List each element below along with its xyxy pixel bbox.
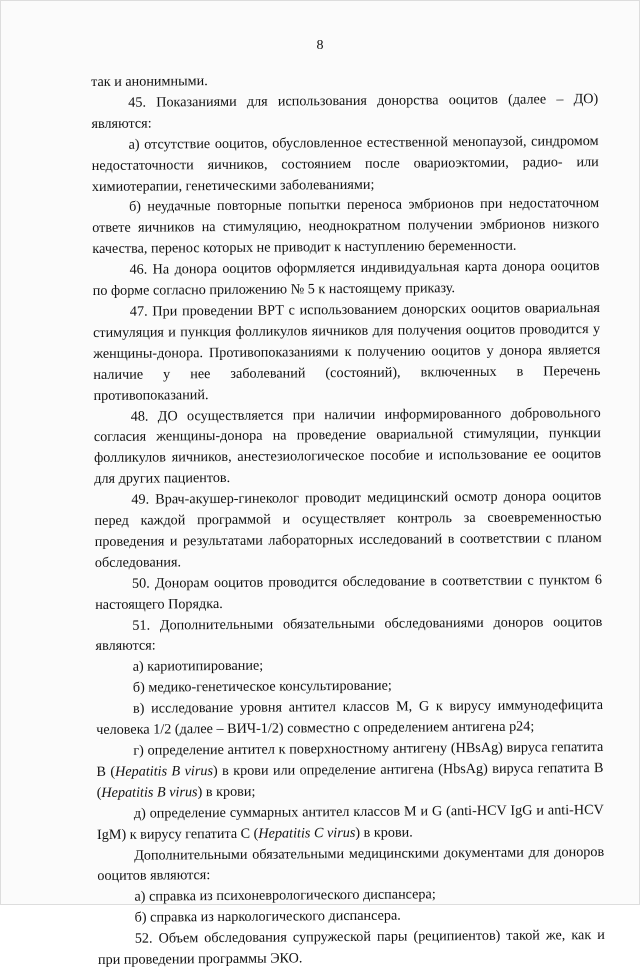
list-item: б) медико-генетическое консультирование; [132, 677, 392, 696]
list-item: д) определение суммарных антител классов M и G (anti-HCV IgG и anti-HCV IgM) к вирусу гепатита C (Hepatitis C virus) в крови. [96, 801, 604, 843]
list-item: в) исследование уровня антител классов M, G к вирусу иммунодефицита человека 1/2 (далее – ВИЧ-1/2) совместно с определением антигена p24; [96, 697, 604, 739]
list-item: а) справка из психоневрологического диспансера; [134, 886, 436, 906]
list-item: г) определение антител к поверхностному антигену (HBsAg) вируса гепатита B (Hepatitis B virus) в крови или определение антигена (HbsAg) вируса гепатита B (Hepatitis B virus) в крови; [96, 738, 604, 801]
paragraph: а) отсутствие ооцитов, обусловленное естественной менопаузой, синдромом недостаточности яичников, состоянием после овариоэктомии, радио- или химиотерапии, генетическими заболеваниями; [91, 132, 599, 195]
paragraph: 47. При проведении ВРТ с использованием донорских ооцитов овариальная стимуляция и пункция фолликулов яичников для получения ооцитов проводится у женщины-донора. Противопоказаниями к получению ооцитов у донора является наличие у нее заболеваний (состояний), включенных в Перечень противопоказаний. [92, 299, 601, 404]
document-body [91, 68, 605, 971]
latin-term: Hepatitis B virus [101, 783, 198, 801]
page-number: 8 [316, 38, 324, 53]
latin-term: Hepatitis C virus [258, 824, 356, 842]
paragraph: 51. Дополнительными обязательными обследованиями доноров ооцитов являются: [95, 613, 603, 655]
latin-term: Hepatitis B virus [115, 762, 214, 780]
list-item: а) кариотипирование; [132, 658, 264, 676]
paragraph: 48. ДО осуществляется при наличии информированного добровольного согласия женщины-донора на проведение овариальной стимуляции, пункции фолликулов яичников, анестезиологическое пособие и использование ее ооцитов для других пациентов. [93, 404, 602, 488]
list-item: б) справка из наркологического диспансера. [134, 907, 401, 926]
paragraph: 49. Врач-акушер-гинеколог проводит медицинский осмотр донора ооцитов перед каждой программой и осуществляет контроль за своевременностью проведения и результатами лабораторных исследований в соответствии с планом обследования. [94, 488, 602, 571]
paragraph: Дополнительными обязательными медицинскими документами для доноров ооцитов являются: [97, 843, 605, 885]
paragraph: 45. Показаниями для использования донорства ооцитов (далее – ДО) являются: [91, 90, 599, 132]
paragraph: 52. Объем обследования супружеской пары (реципиентов) такой же, как и при проведении программы ЭКО. [97, 927, 605, 969]
paragraph: 46. На донора ооцитов оформляется индивидуальная карта донора ооцитов по форме согласно приложению № 5 к настоящему приказу. [92, 258, 600, 300]
paragraph: так и анонимными. [91, 73, 208, 90]
paragraph: б) неудачные повторные попытки переноса эмбрионов при недостаточном ответе яичников на стимуляцию, неоднократном получении эмбрионов низкого качества, перенос которых не приводит к наступлению беременности. [92, 195, 600, 258]
paragraph: 50. Донорам ооцитов проводится обследование в соответствии с пунктом 6 настоящего Порядка. [95, 571, 603, 613]
